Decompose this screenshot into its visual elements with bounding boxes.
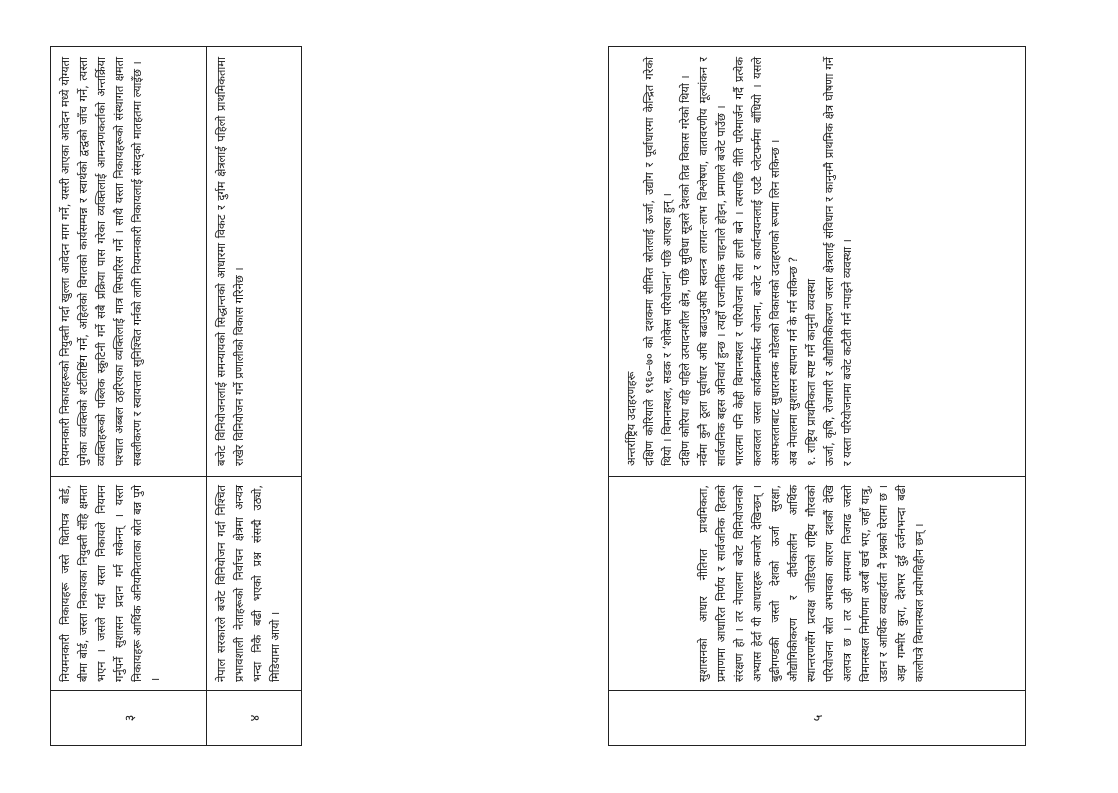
row-number: ३ [51, 690, 206, 745]
table-row [206, 47, 301, 745]
row-number: ४ [207, 690, 301, 745]
right-table-wrapper [608, 46, 1026, 746]
question-line: अब नेपालमा सुशासन स्थापना गर्न के गर्न सकिन्छ ? [787, 256, 800, 466]
paragraph: नर्वेमा कुनै ठूला पूर्वाधार अघि बढाउनुअघि स्वतन्त्र लागत–लाभ विश्लेषण, वातावरणीय मूल्यांकन र सार्वजनिक बहस अनिवार्य हुन्छ । त्यहाँ राजनीतिक चाहनाले होइन, प्रमाणले बजेट पाउँछ । [697, 57, 728, 466]
solution-cell [609, 47, 1025, 476]
right-table [608, 46, 1026, 746]
row-number: ५ [609, 690, 1025, 745]
problem-cell: नियमनकारी निकायहरू जस्ते धितोपत्र बोर्ड, बीमा बोर्ड, जस्ता निकायका नियुक्ती सँहि क्षमता भएन । जसले गर्दा यस्ता निकायले नियमन गर्नुपर्ने सुशासन प्रदान गर्न सकेनन् । यस्ता निकायहरू आर्थिक अनियमितताका स्रोत बन्न पुगे । [51, 476, 206, 690]
section-heading: अन्तर्राष्ट्रिय उदाहरणहरू [625, 371, 638, 466]
table-row [51, 47, 206, 745]
problem-cell: सुशासनको आधार नीतिगत प्राथमिकता, प्रमाणमा आधारित निर्णय र सार्वजनिक हितको संरक्षण हो । तर नेपालमा बजेट विनियोजनको अभ्यास हेर्दा यी आधारहरू कमजोर देखिन्छन् । बुढीगण्डकी जस्तो देशको ऊर्जा सुरक्षा, औद्योगिकीकरण र दीर्घकालीन आर्थिक स्थान्तरणसँग प्रत्यक्ष जोडिएको राष्ट्रिय गौरवको परियोजना स्रोत अभावका कारण दशकौं देखि अलपत्र छ । तर उही समयमा निजगढ जस्तो विमानस्थल निर्माणमा अरबौं खर्च भए, जहाँ यात्रु, उडान र आर्थिक व्यवहार्यता नै प्रश्नको घेरामा छ । अझ गम्भीर कुरा, देशभर दुई दर्जनभन्दा बढी कालोपत्रे विमानस्थल प्रयोगविहीन छन् । [609, 476, 1025, 690]
left-table-wrapper [50, 46, 302, 746]
paragraph: दक्षिण कोरियाले १९६०–७० को दशकमा सीमित स्रोतलाई ऊर्जा, उद्योग र पूर्वाधारमा केन्द्रित गरेको थियो । विमानस्थल, सडक र ‘शोकेस परियोजना’ पछि आएका हुन् । [643, 57, 674, 466]
numbered-point: १. राष्ट्रिय प्राथमिकता स्पष्ट गर्ने कानुनी व्यवस्था [805, 278, 818, 466]
paragraph: दक्षिण कोरिया यहि पहिले उत्पादनशील क्षेत्र, पछि सुविधा सूत्रले देशको तिव्र विकास गरेको थियो । [679, 75, 692, 466]
paragraph: ऊर्जा, कृषि, रोजगारी र औद्योगिकीकरण जस्ता क्षेत्रलाई संविधान र कानुनमै प्राथमिक क्षेत्र घोषणा गर्ने र यस्ता परियोजनामा बजेट कटौती गर्न नपाइने व्यवस्था । [823, 57, 854, 466]
solution-cell: नियमनकारी निकायहरूको नियुक्ती गर्दा खुल्ला आवेदन माग गर्ने, यसरी आएका आवेदन मध्ये योग्यता पुगेका व्यक्तिको शर्टलिष्टिंग गर्ने, अहिलेको विगतको कार्यसम्पन्न र स्वार्थको द्वन्द्वको जाँच गर्ने, त्यस्ता व्यक्तिहरूको पब्लिक स्क्रुटिनी गर्ने सबै प्रक्रिया पास गरेका व्यक्तिलाई आमन्त्रणकर्ताको अन्तर्क्रिया पश्चात अब्बल ठहरिएका व्यक्तिलाई मात्र सिफारिस गर्ने । साथै यस्ता निकायहरूको संस्थागत क्षमता सबलीकरण र स्वायत्तता सुनिश्चित गर्नको लागि नियमनकारी निकायलाई संसद्को मातहतमा ल्याइँछ । [59, 57, 144, 466]
problem-cell: नेपाल सरकारले बजेट विनियोजन गर्दा निश्चित प्रभावशाली नेताहरूको निर्वाचन क्षेत्रमा अन्यत्र भन्दा निकै बढी भएको प्रश्न संसद्मै उठ्यो, मिडियामा आयो । [207, 476, 301, 690]
table-row [609, 47, 1025, 745]
paragraph: भारतमा पनि केही विमानस्थल र परियोजना सेता हात्ती बने । त्यसपछि नीति परिमार्जन गर्दै प्रत्येक कलवलत जस्ता कार्यक्रममार्फत योजना, बजेट र कार्यान्वयनलाई एउटै प्लेटफर्ममा बाँधियो । यसले असफलताबाट सुधारात्मक मोडेलको विकासको उदाहरणको रूपमा लिन सकिन्छ । [733, 57, 782, 466]
solution-cell: बजेट विनियोजनलाई समन्यायको सिद्धान्तको आधारमा विकट र दुर्गम क्षेत्रलाई पहिलो प्राथमिकतामा राखेर विनियोजन गर्ने प्रणालीको विकास गरिनेछ । [215, 57, 247, 466]
left-table [50, 46, 302, 746]
